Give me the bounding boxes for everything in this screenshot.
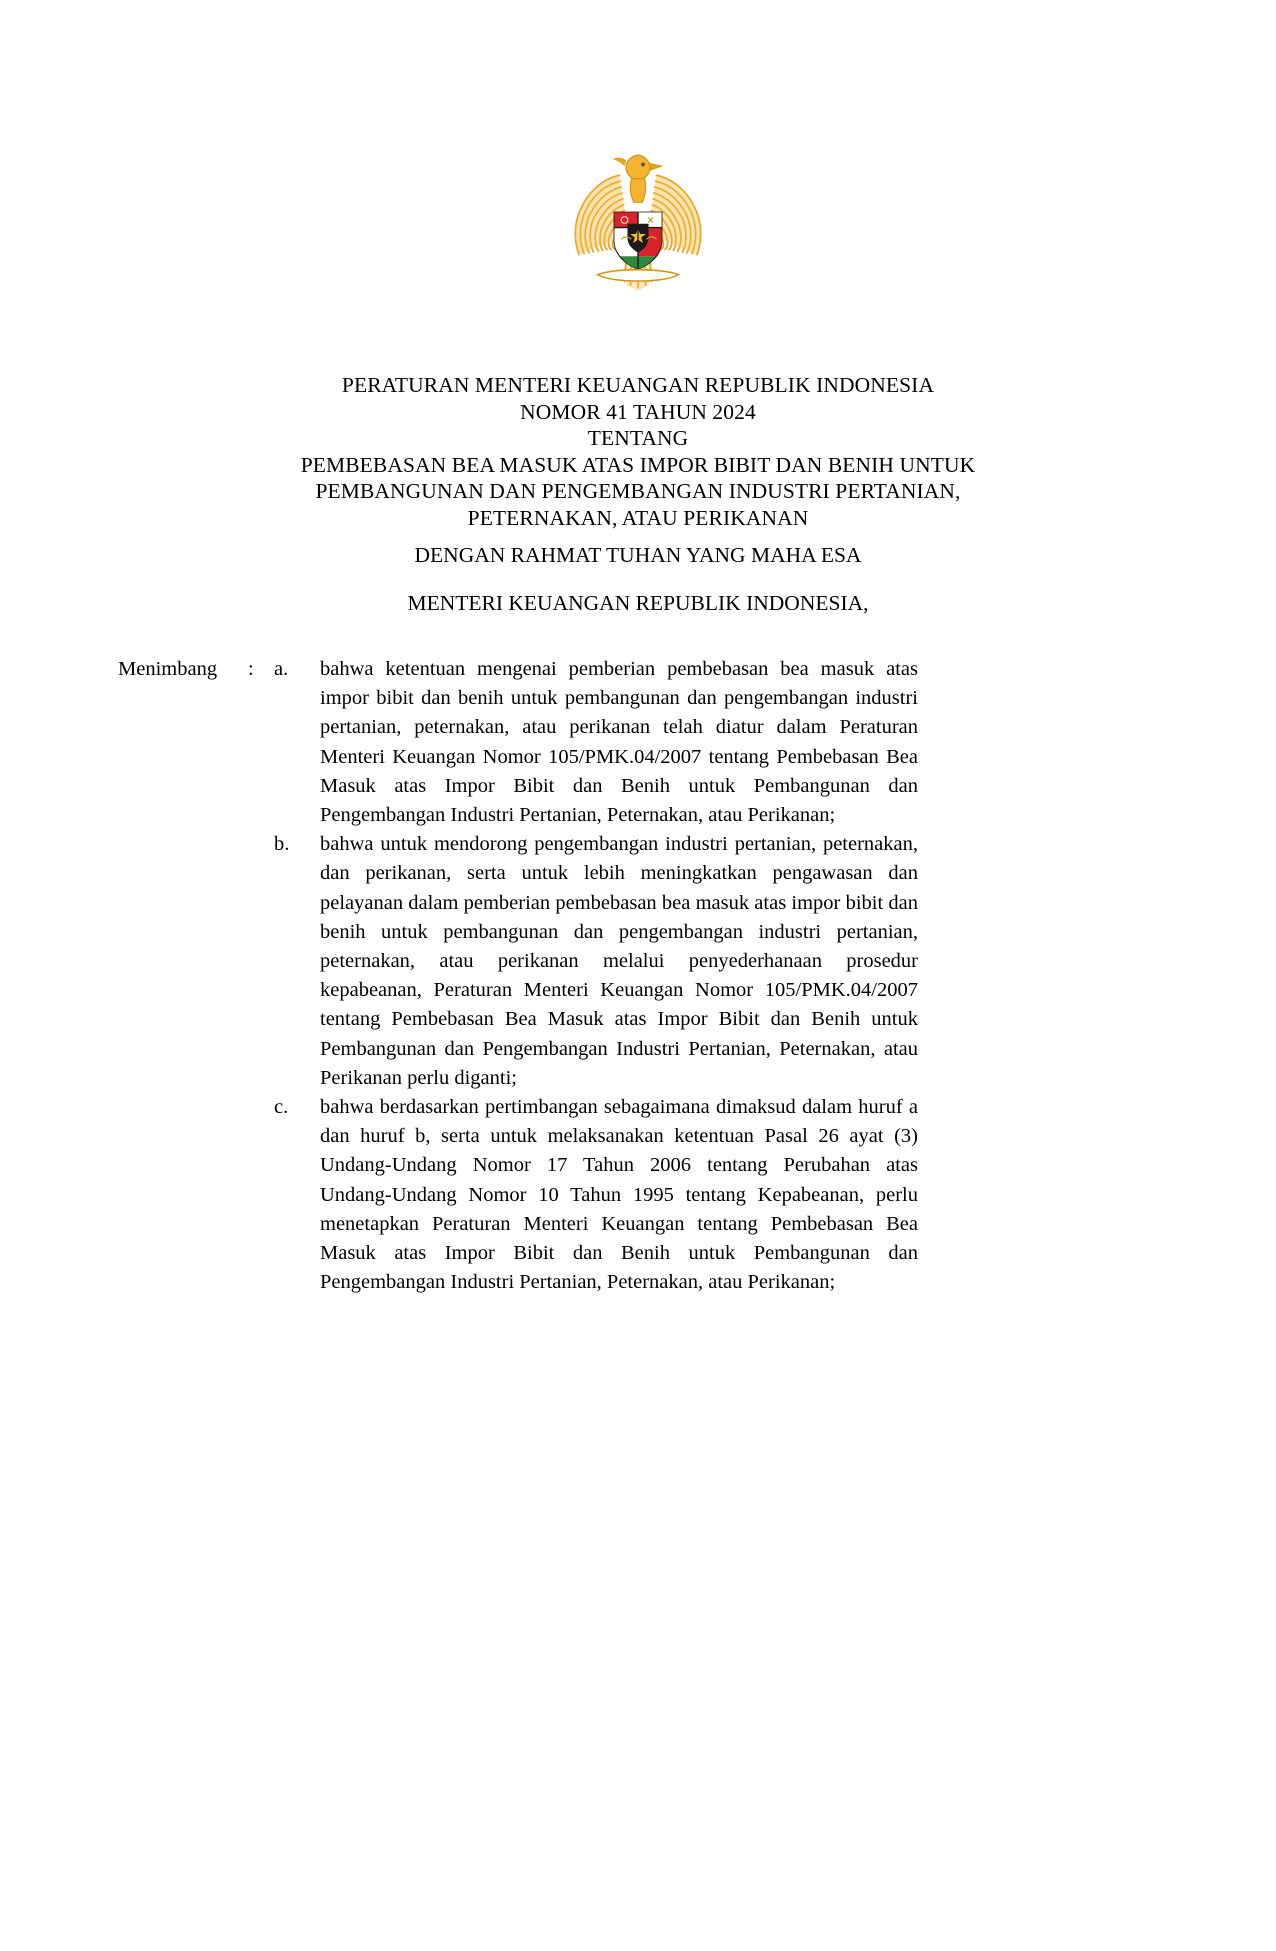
- emblem-container: [0, 140, 1276, 300]
- garuda-pancasila-emblem: [553, 140, 723, 300]
- considering-label: Menimbang: [118, 658, 218, 680]
- considering-item-c: [118, 1093, 918, 1297]
- title-line-about: TENTANG: [587, 426, 689, 450]
- clause-marker-a: a.: [274, 658, 289, 680]
- title-line-regulation: PERATURAN MENTERI KEUANGAN REPUBLIK INDONESIA: [341, 373, 935, 397]
- considering-item-a: [118, 655, 918, 830]
- clause-marker-c: c.: [274, 1096, 289, 1119]
- title-line-subject-1: PEMBEBASAN BEA MASUK ATAS IMPOR BIBIT DAN BENIH UNTUK: [300, 452, 976, 477]
- clause-text-b: bahwa untuk mendorong pengembangan industri pertanian, peternakan, dan perikanan, serta untuk lebih meningkatkan pengawasan dan pelayanan dalam pemberian pembebasan bea masuk atas impor bibit dan benih untuk pembangunan dan pengembangan industri pertanian, peternakan, atau perikanan melalui penyederhanaan prosedur kepabeanan, Peraturan Menteri Keuangan Nomor 105/PMK.04/2007 tentang Pembebasan Bea Masuk atas Impor Bibit dan Benih untuk Pembangunan dan Pengembangan Industri Pertanian, Peternakan, atau Perikanan perlu diganti;: [320, 833, 918, 1089]
- considering-colon: :: [248, 658, 254, 680]
- considering-section: [118, 655, 918, 1297]
- document-title-block: [0, 372, 1276, 531]
- clause-text-a: bahwa ketentuan mengenai pemberian pembebasan bea masuk atas impor bibit dan benih untuk pembangunan dan pengembangan industri pertanian, peternakan, atau perikanan telah diatur dalam Peraturan Menteri Keuangan Nomor 105/PMK.04/2007 tentang Pembebasan Bea Masuk atas Impor Bibit dan Benih untuk Pembangunan dan Pengembangan Industri Pertanian, Peternakan, atau Perikanan;: [320, 658, 918, 827]
- title-line-subject-3: PETERNAKAN, ATAU PERIKANAN: [467, 505, 809, 530]
- title-line-number: NOMOR 41 TAHUN 2024: [520, 399, 756, 424]
- title-line-subject-2: PEMBANGUNAN DAN PENGEMBANGAN INDUSTRI PERTANIAN,: [315, 479, 961, 503]
- clause-marker-b: b.: [274, 833, 290, 856]
- pancasila-shield: [614, 212, 661, 268]
- considering-item-b: [118, 830, 918, 1093]
- invocation-line: DENGAN RAHMAT TUHAN YANG MAHA ESA: [414, 543, 862, 567]
- ministry-line: MENTERI KEUANGAN REPUBLIK INDONESIA,: [407, 591, 869, 615]
- clause-text-c: bahwa berdasarkan pertimbangan sebagaimana dimaksud dalam huruf a dan huruf b, serta untuk melaksanakan ketentuan Pasal 26 ayat (3) Undang-Undang Nomor 17 Tahun 2006 tentang Perubahan atas Undang-Undang Nomor 10 Tahun 1995 tentang Kepabeanan, perlu menetapkan Peraturan Menteri Keuangan tentang Pembebasan Bea Masuk atas Impor Bibit dan Benih untuk Pembangunan dan Pengembangan Industri Pertanian, Peternakan, atau Perikanan;: [320, 1096, 918, 1294]
